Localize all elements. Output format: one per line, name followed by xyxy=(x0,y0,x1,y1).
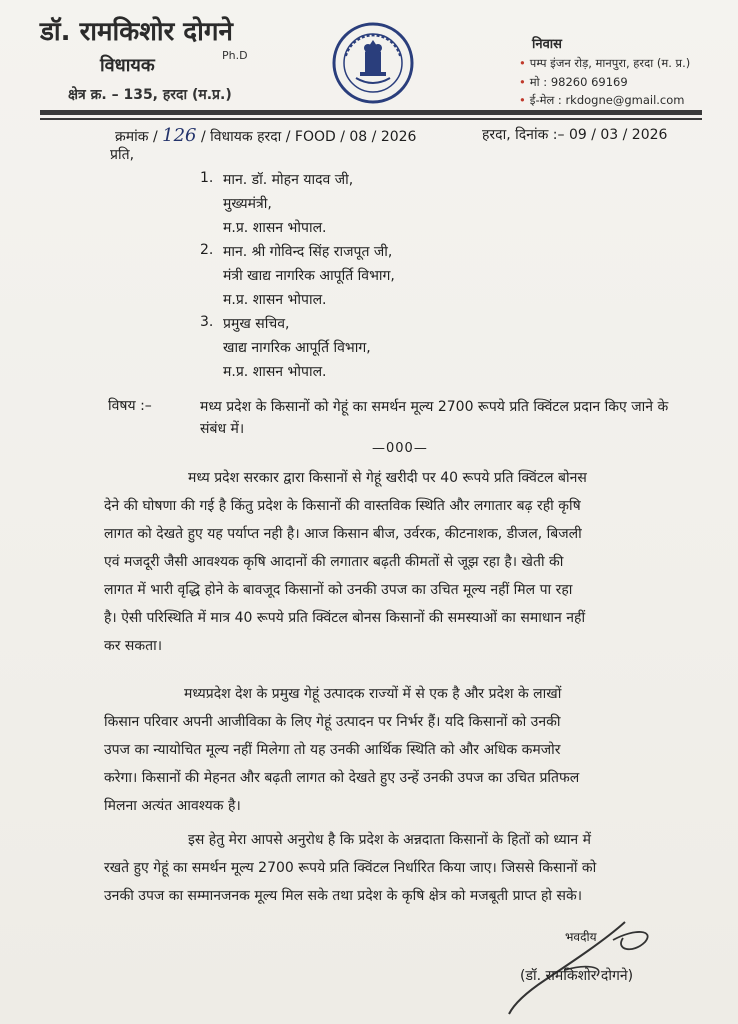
letterhead-designation: विधायक xyxy=(100,55,155,76)
closing-text: भवदीय xyxy=(565,930,597,944)
letter-date: हरदा, दिनांक :– 09 / 03 / 2026 xyxy=(482,127,668,143)
paragraph-line: लागत में भारी वृद्धि होने के बावजूद किसानों को उनकी उपज का उचित मूल्य नहीं मिल पा रहा xyxy=(104,582,573,598)
recipient-line: म.प्र. शासन भोपाल. xyxy=(223,220,327,236)
residence-mobile xyxy=(519,75,628,90)
letterhead-name: डॉ. रामकिशोर दोगने xyxy=(40,17,233,47)
paragraph-line: एवं मजदूरी जैसी आवश्यक कृषि आदानों की लगातार बढ़ती कीमतों से जूझ रहा है। खेती की xyxy=(104,554,564,570)
residence-email xyxy=(519,93,685,108)
residence-address xyxy=(519,56,690,71)
reference-suffix: / विधायक हरदा / FOOD / 08 / 2026 xyxy=(200,129,417,145)
bullet-icon: • xyxy=(519,56,526,70)
paragraph-line: मध्य प्रदेश सरकार द्वारा किसानों से गेहूं खरीदी पर 40 रूपये प्रति क्विंटल बोनस xyxy=(188,470,587,486)
recipient-line: म.प्र. शासन भोपाल. xyxy=(223,364,327,380)
email-text: ई-मेल : rkdogne@gmail.com xyxy=(529,93,685,107)
assembly-emblem-logo xyxy=(332,22,414,104)
recipient-line: मान. डॉ. मोहन यादव जी, xyxy=(223,172,354,188)
handwritten-signature xyxy=(505,910,685,1020)
paragraph-line: मिलना अत्यंत आवश्यक है। xyxy=(104,798,241,814)
paragraph-line: लागत को देखते हुए यह पर्याप्त नही है। आज किसान बीज, उर्वरक, कीटनाशक, डीजल, बिजली xyxy=(104,526,582,542)
letterhead-constituency: क्षेत्र क्र. – 135, हरदा (म.प्र.) xyxy=(68,87,232,103)
reference-prefix: क्रमांक / xyxy=(115,129,158,145)
separator: —000— xyxy=(372,441,428,456)
paragraph-line: किसान परिवार अपनी आजीविका के लिए गेहूं उत्पादन पर निर्भर हैं। यदि किसानों को उनकी xyxy=(104,714,561,730)
paragraph-line: कर सकता। xyxy=(104,638,163,654)
paragraph-line: उपज का न्यायोचित मूल्य नहीं मिलेगा तो यह उनकी आर्थिक स्थिति को और अधिक कमजोर xyxy=(104,742,561,758)
subject-text: मध्य प्रदेश के किसानों को गेहूं का समर्थन मूल्य 2700 रूपये प्रति क्विंटल प्रदान किए जाने के संबंध में। xyxy=(200,399,669,437)
paragraph-line: मध्यप्रदेश देश के प्रमुख गेहूं उत्पादक राज्यों में से एक है और प्रदेश के लाखों xyxy=(184,686,562,702)
recipient-number: 2. xyxy=(200,242,214,258)
subject-label: विषय :– xyxy=(108,398,152,414)
recipient-number: 3. xyxy=(200,314,214,330)
mobile-text: मो : 98260 69169 xyxy=(529,75,628,89)
recipient-line: मुख्यमंत्री, xyxy=(223,196,272,212)
recipient-line: प्रमुख सचिव, xyxy=(223,316,290,332)
reference-number xyxy=(115,125,416,146)
recipient-line: मान. श्री गोविन्द सिंह राजपूत जी, xyxy=(223,244,393,260)
address-text: पम्प इंजन रोड़, मानपुरा, हरदा (म. प्र.) xyxy=(529,56,691,70)
header-divider-thin xyxy=(40,118,702,120)
bullet-icon: • xyxy=(519,75,526,89)
reference-handwritten-number: 126 xyxy=(162,125,197,146)
letterhead-degree: Ph.D xyxy=(222,49,248,62)
recipient-line: मंत्री खाद्य नागरिक आपूर्ति विभाग, xyxy=(223,268,395,284)
paragraph-line: उनकी उपज का सम्मानजनक मूल्य मिल सके तथा प्रदेश के कृषि क्षेत्र को मजबूती प्राप्त हो सके। xyxy=(104,888,582,904)
paragraph-line: रखते हुए गेहूं का समर्थन मूल्य 2700 रूपये प्रति क्विंटल निर्धारित किया जाए। जिससे किसानों को xyxy=(104,860,597,876)
recipient-line: खाद्य नागरिक आपूर्ति विभाग, xyxy=(223,340,371,356)
salutation: प्रति, xyxy=(110,147,135,163)
signatory-name: (डॉ. रामकिशोर दोगने) xyxy=(520,968,634,984)
paragraph-line: देने की घोषणा की गई है किंतु प्रदेश के किसानों की वास्तविक स्थिति और लगातार बढ़ रही कृषि xyxy=(104,498,581,514)
recipient-line: म.प्र. शासन भोपाल. xyxy=(223,292,327,308)
recipient-number: 1. xyxy=(200,170,214,186)
paragraph-line: करेगा। किसानों की मेहनत और बढ़ती लागत को देखते हुए उन्हें उनकी उपज का उचित प्रतिफल xyxy=(104,770,580,786)
header-divider-thick xyxy=(40,110,702,115)
bullet-icon: • xyxy=(519,93,526,107)
residence-label: निवास xyxy=(532,37,562,52)
paragraph-line: इस हेतु मेरा आपसे अनुरोध है कि प्रदेश के अन्नदाता किसानों के हितों को ध्यान में xyxy=(188,832,592,848)
paragraph-line: है। ऐसी परिस्थिति में मात्र 40 रूपये प्रति क्विंटल बोनस किसानों की समस्याओं का समाधान नहीं xyxy=(104,610,586,626)
